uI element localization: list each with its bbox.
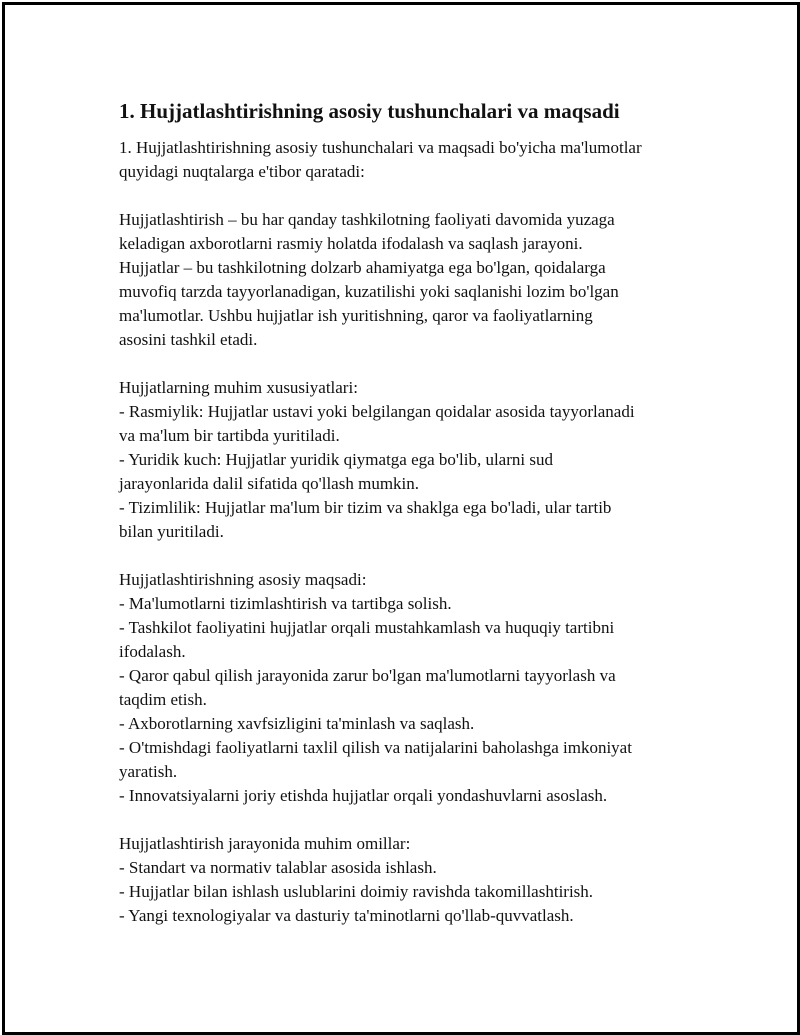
list-item-continuation: bilan yuritiladi. (119, 522, 224, 541)
list-item: - Axborotlarning xavfsizligini ta'minlash va saqlash. (119, 714, 475, 733)
section-heading: Hujjatlashtirish jarayonida muhim omillar: (119, 834, 411, 853)
text-line: Hujjatlar – bu tashkilotning dolzarb ahamiyatga ega bo'lgan, qoidalarga (119, 258, 606, 277)
factors-section (119, 832, 699, 928)
text-line: quyidagi nuqtalarga e'tibor qaratadi: (119, 162, 365, 181)
list-item: - Tizimlilik: Hujjatlar ma'lum bir tizim va shaklga ega bo'ladi, ular tartib (119, 498, 612, 517)
list-item-continuation: ifodalash. (119, 642, 186, 661)
document-title: 1. Hujjatlashtirishning asosiy tushunchalari va maqsadi (119, 99, 620, 123)
list-item: - Hujjatlar bilan ishlash uslublarini doimiy ravishda takomillashtirish. (119, 882, 594, 901)
list-item: - Innovatsiyalarni joriy etishda hujjatlar orqali yondashuvlarni asoslash. (119, 786, 608, 805)
section-heading: Hujjatlarning muhim xususiyatlari: (119, 378, 358, 397)
text-line: Hujjatlashtirish – bu har qanday tashkilotning faoliyati davomida yuzaga (119, 210, 615, 229)
text-line: ma'lumotlar. Ushbu hujjatlar ish yuritishning, qaror va faoliyatlarning (119, 306, 593, 325)
list-item: - Ma'lumotlarni tizimlashtirish va tartibga solish. (119, 594, 452, 613)
text-line: 1. Hujjatlashtirishning asosiy tushunchalari va maqsadi bo'yicha ma'lumotlar (119, 138, 642, 157)
list-item: - Yangi texnologiyalar va dasturiy ta'minotlarni qo'llab-quvvatlash. (119, 906, 574, 925)
text-line: muvofiq tarzda tayyorlanadigan, kuzatilishi yoki saqlanishi lozim bo'lgan (119, 282, 619, 301)
intro-paragraph (119, 136, 699, 184)
list-item: - Qaror qabul qilish jarayonida zarur bo'lgan ma'lumotlarni tayyorlash va (119, 666, 616, 685)
document-body (119, 99, 699, 928)
text-line: asosini tashkil etadi. (119, 330, 258, 349)
list-item-continuation: jarayonlarida dalil sifatida qo'llash mumkin. (119, 474, 420, 493)
list-item-continuation: va ma'lum bir tartibda yuritiladi. (119, 426, 340, 445)
features-section (119, 376, 699, 544)
text-line: keladigan axborotlarni rasmiy holatda ifodalash va saqlash jarayoni. (119, 234, 583, 253)
section-heading: Hujjatlashtirishning asosiy maqsadi: (119, 570, 367, 589)
list-item-continuation: taqdim etish. (119, 690, 207, 709)
goals-section (119, 568, 699, 808)
page-border (2, 2, 800, 1035)
list-item: - Yuridik kuch: Hujjatlar yuridik qiymatga ega bo'lib, ularni sud (119, 450, 553, 469)
list-item-continuation: yaratish. (119, 762, 178, 781)
list-item: - Tashkilot faoliyatini hujjatlar orqali mustahkamlash va huquqiy tartibni (119, 618, 615, 637)
definition-paragraph (119, 208, 699, 352)
list-item: - Rasmiylik: Hujjatlar ustavi yoki belgilangan qoidalar asosida tayyorlanadi (119, 402, 635, 421)
list-item: - O'tmishdagi faoliyatlarni taxlil qilish va natijalarini baholashga imkoniyat (119, 738, 632, 757)
list-item: - Standart va normativ talablar asosida ishlash. (119, 858, 437, 877)
